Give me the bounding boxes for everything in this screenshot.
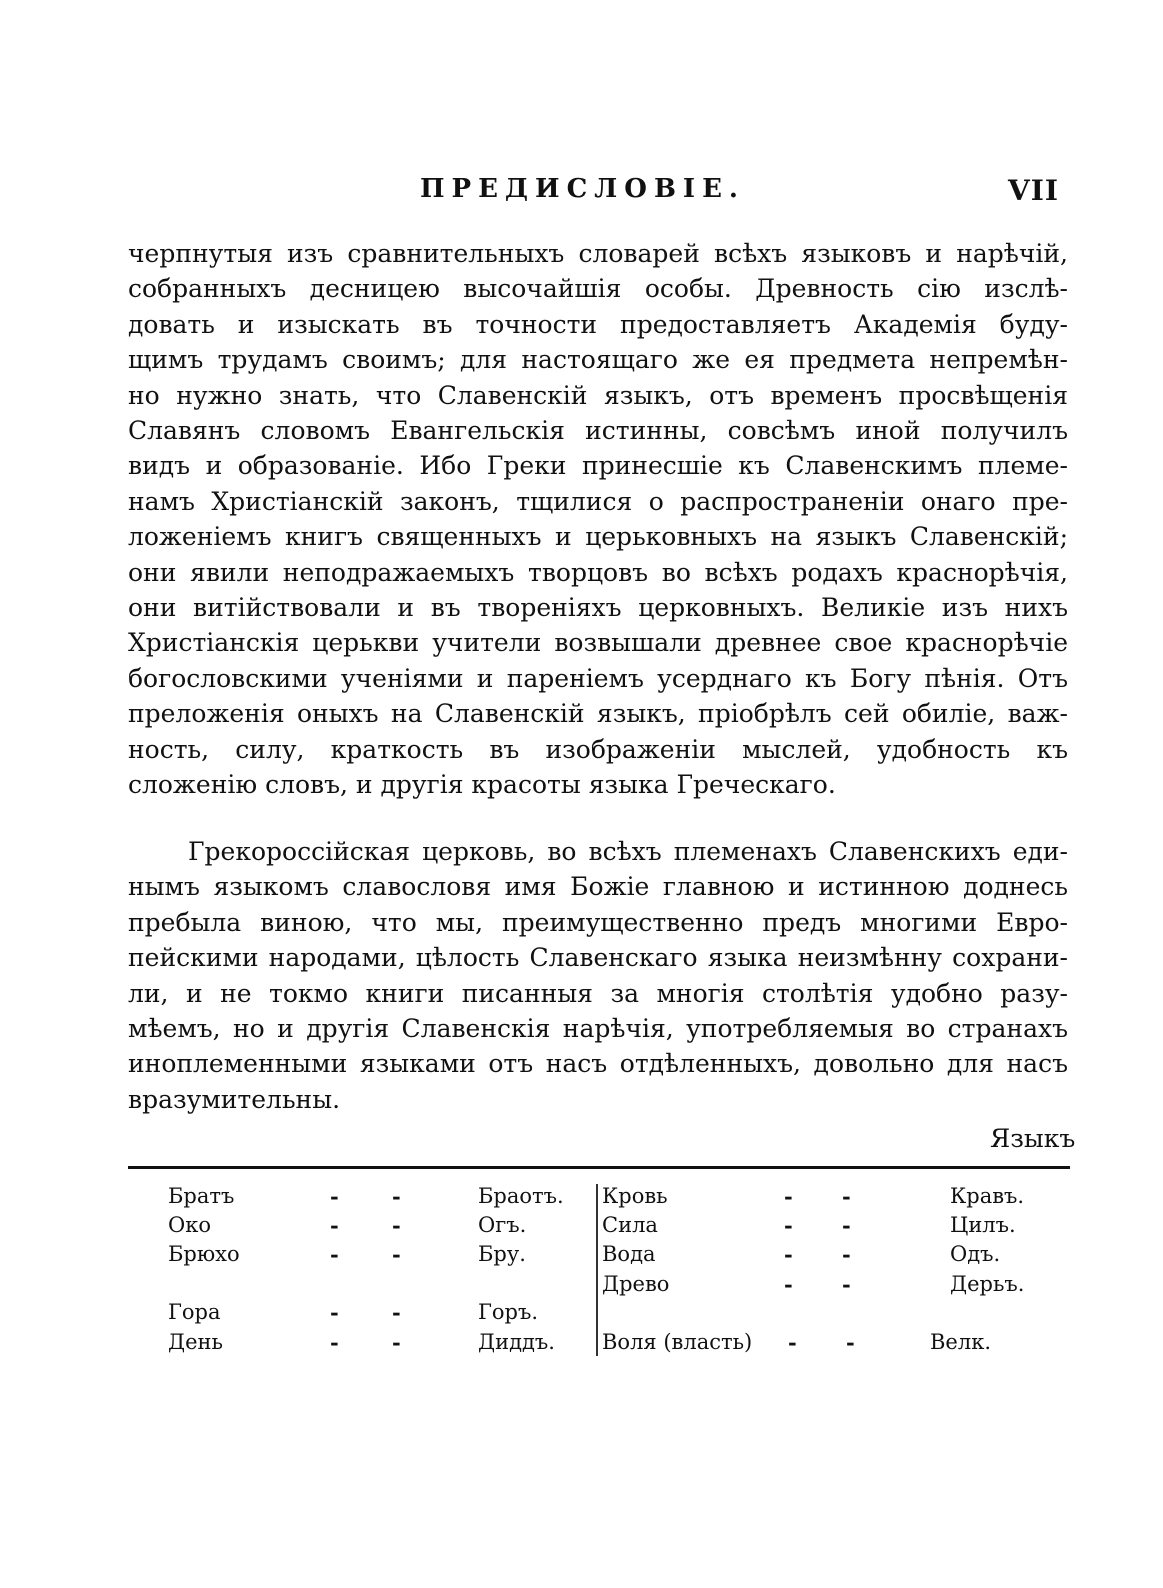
vocab-word: Кровь: [602, 1184, 668, 1208]
vocab-word: Братъ: [168, 1184, 235, 1208]
vocab-cognate: Огъ.: [478, 1213, 527, 1237]
text-line: они витійствовали и въ твореніяхъ церковныхъ. Великіе изъ нихъ: [128, 593, 1068, 623]
paragraph-1: [128, 236, 1068, 803]
running-title: ПРЕДИСЛОВІЕ.: [420, 174, 745, 204]
vocab-dash: -: [842, 1272, 851, 1297]
text-line: богословскими ученіями и пареніемъ усерднаго къ Богу пѣнія. Отъ: [128, 663, 1068, 693]
vocab-cognate: Браотъ.: [478, 1184, 564, 1208]
text-line: намъ Христіанскій законъ, тщилися о распространеніи онаго пре-: [128, 486, 1068, 516]
text-line: они явили неподражаемыхъ творцовъ во всѣхъ родахъ краснорѣчія,: [128, 557, 1068, 587]
text-line: Славянъ словомъ Евангельскія истинны, совсѣмъ иной получилъ: [128, 416, 1068, 446]
vocab-cognate: Диддъ.: [478, 1330, 555, 1354]
vocab-dash: -: [842, 1213, 851, 1238]
vocab-dash: -: [392, 1330, 401, 1355]
text-line: пребыла виною, что мы, преимущественно предъ многими Евро-: [128, 907, 1068, 937]
text-line: сложенію словъ, и другія красоты языка Греческаго.: [128, 770, 836, 800]
text-line: довать и изыскать въ точности предоставляетъ Академія буду-: [128, 309, 1068, 339]
vocab-cognate: Кравъ.: [950, 1184, 1025, 1208]
vocab-dash: -: [784, 1213, 793, 1238]
vocab-word: Воля (власть): [602, 1330, 753, 1354]
vocab-dash: -: [784, 1272, 793, 1297]
vocab-dash: -: [330, 1242, 339, 1267]
text-line: мѣемъ, но и другія Славенскія нарѣчія, употребляемыя во странахъ: [128, 1014, 1068, 1044]
page-number: VII: [1008, 174, 1059, 207]
vocab-dash: -: [330, 1213, 339, 1238]
text-line: черпнутыя изъ сравнительныхъ словарей всѣхъ языковъ и нарѣчій,: [128, 239, 1068, 268]
vocab-dash: -: [392, 1300, 401, 1325]
catchword: Языкъ: [990, 1124, 1076, 1153]
vocab-dash: -: [784, 1242, 793, 1267]
text-line: ли, и не токмо книги писанныя за многія столѣтія удобно разу-: [128, 978, 1068, 1008]
vocab-word: Брюхо: [168, 1242, 240, 1266]
vocab-dash: -: [392, 1242, 401, 1267]
text-line: нымъ языкомъ славословя имя Божіе главною и истинною доднесь: [128, 872, 1068, 902]
vocab-dash: -: [784, 1184, 793, 1209]
vocab-dash: -: [842, 1184, 851, 1209]
text-line: ложеніемъ книгъ священныхъ и церьковныхъ на языкъ Славенскій;: [128, 522, 1068, 552]
text-line: Христіанскія церькви учители возвышали древнее свое краснорѣчіе: [128, 628, 1068, 658]
vocab-dash: -: [392, 1213, 401, 1238]
vocab-cognate: Одъ.: [950, 1242, 1001, 1266]
vocab-word: Древо: [602, 1272, 670, 1296]
text-line: щимъ трудамъ своимъ; для настоящаго же ея предмета непремѣн-: [128, 345, 1068, 375]
vocab-cognate: Дерьъ.: [950, 1272, 1025, 1296]
vocab-cognate: Бру.: [478, 1242, 526, 1266]
text-line: ность, силу, краткость въ изображеніи мыслей, удобность къ: [128, 734, 1068, 764]
text-line: собранныхъ десницею высочайшія особы. Древность сію изслѣ-: [128, 274, 1068, 304]
vocab-dash: -: [846, 1330, 855, 1355]
vocab-word: Сила: [602, 1213, 658, 1237]
text-line: видъ и образованіе. Ибо Греки принесшіе къ Славенскимъ племе-: [128, 451, 1068, 481]
vocab-cognate: Велк.: [930, 1330, 992, 1354]
text-line: иноплеменными языками отъ насъ отдѣленныхъ, довольно для насъ: [128, 1049, 1068, 1079]
vocab-dash: -: [330, 1184, 339, 1209]
vocab-dash: -: [392, 1184, 401, 1209]
text-line: вразумительны.: [128, 1084, 341, 1114]
text-line: но нужно знать, что Славенскій языкъ, отъ временъ просвѣщенія: [128, 380, 1068, 410]
horizontal-rule: [128, 1166, 1070, 1169]
vocab-word: Око: [168, 1213, 211, 1237]
text-line: преложенія оныхъ на Славенскій языкъ, пріобрѣлъ сей обиліе, важ-: [128, 699, 1068, 729]
vocab-dash: -: [330, 1300, 339, 1325]
paragraph-2: [128, 834, 1068, 1117]
text-line: пейскими народами, цѣлость Славенскаго языка неизмѣнну сохрани-: [128, 943, 1068, 973]
vocab-dash: -: [330, 1330, 339, 1355]
vocab-dash: -: [788, 1330, 797, 1355]
text-line: Грекороссійская церковь, во всѣхъ племенахъ Славенскихъ еди-: [188, 837, 1068, 866]
vocab-dash: -: [842, 1242, 851, 1267]
vocab-cognate: Горъ.: [478, 1300, 539, 1324]
vocab-word: День: [168, 1330, 223, 1354]
column-divider: [596, 1184, 598, 1356]
vocab-cognate: Цилъ.: [950, 1213, 1016, 1237]
vocab-word: Вода: [602, 1242, 656, 1266]
vocab-word: Гора: [168, 1300, 221, 1324]
